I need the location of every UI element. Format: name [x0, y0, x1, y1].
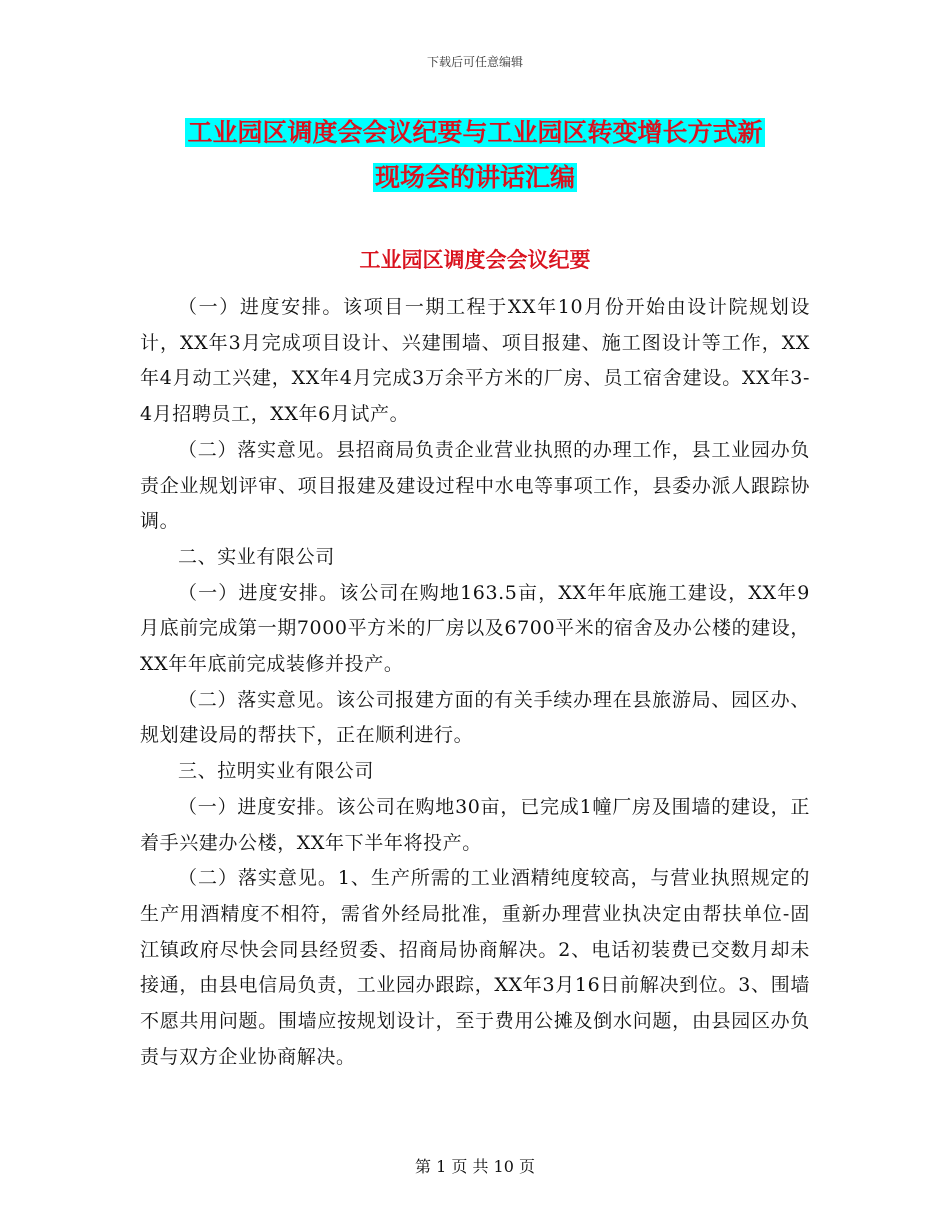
paragraph: （一）进度安排。该公司在购地163.5亩，XX年年底施工建设，XX年9月底前完成第一期7000平方米的厂房以及6700平米的宿舍及办公楼的建设，XX年年底前完成装修并投产。 — [140, 581, 810, 676]
document-title — [140, 110, 810, 200]
paragraph: （二）落实意见。该公司报建方面的有关手续办理在县旅游局、园区办、规划建设局的帮扶下，正在顺利进行。 — [140, 688, 810, 747]
section-title: 工业园区调度会会议纪要 — [359, 248, 591, 272]
page-footer: 第 1 页 共 10 页 — [415, 1157, 535, 1176]
paragraph: （一）进度安排。该公司在购地30亩，已完成1幢厂房及围墙的建设，正着手兴建办公楼，XX年下半年将投产。 — [140, 795, 810, 854]
header-note: 下载后可任意编辑 — [426, 55, 523, 69]
document-body — [140, 290, 810, 1075]
document-title-line-2: 现场会的讲话汇编 — [374, 163, 575, 192]
paragraph: （二）落实意见。县招商局负责企业营业执照的办理工作，县工业园办负责企业规划评审、项目报建及建设过程中水电等事项工作，县委办派人跟踪协调。 — [140, 438, 810, 533]
section-heading: 三、拉明实业有限公司 — [178, 760, 375, 783]
paragraph: （一）进度安排。该项目一期工程于XX年10月份开始由设计院规划设计，XX年3月完成项目设计、兴建围墙、项目报建、施工图设计等工作，XX年4月动工兴建，XX年4月完成3万余平方米的厂房、员工宿舍建设。XX年3-4月招聘员工，XX年6月试产。 — [140, 296, 810, 426]
section-heading: 二、实业有限公司 — [178, 545, 335, 568]
paragraph: （二）落实意见。1、生产所需的工业酒精纯度较高，与营业执照规定的生产用酒精度不相符，需省外经局批准，重新办理营业执决定由帮扶单位-固江镇政府尽快会同县经贸委、招商局协商解决。2、电话初装费已交数月却未接通，由县电信局负责，工业园办跟踪，XX年3月16日前解决到位。3、围墙不愿共用问题。围墙应按规划设计，至于费用公摊及倒水问题，由县园区办负责与双方企业协商解决。 — [140, 867, 810, 1068]
document-title-line-1: 工业园区调度会会议纪要与工业园区转变增长方式新 — [187, 118, 763, 147]
